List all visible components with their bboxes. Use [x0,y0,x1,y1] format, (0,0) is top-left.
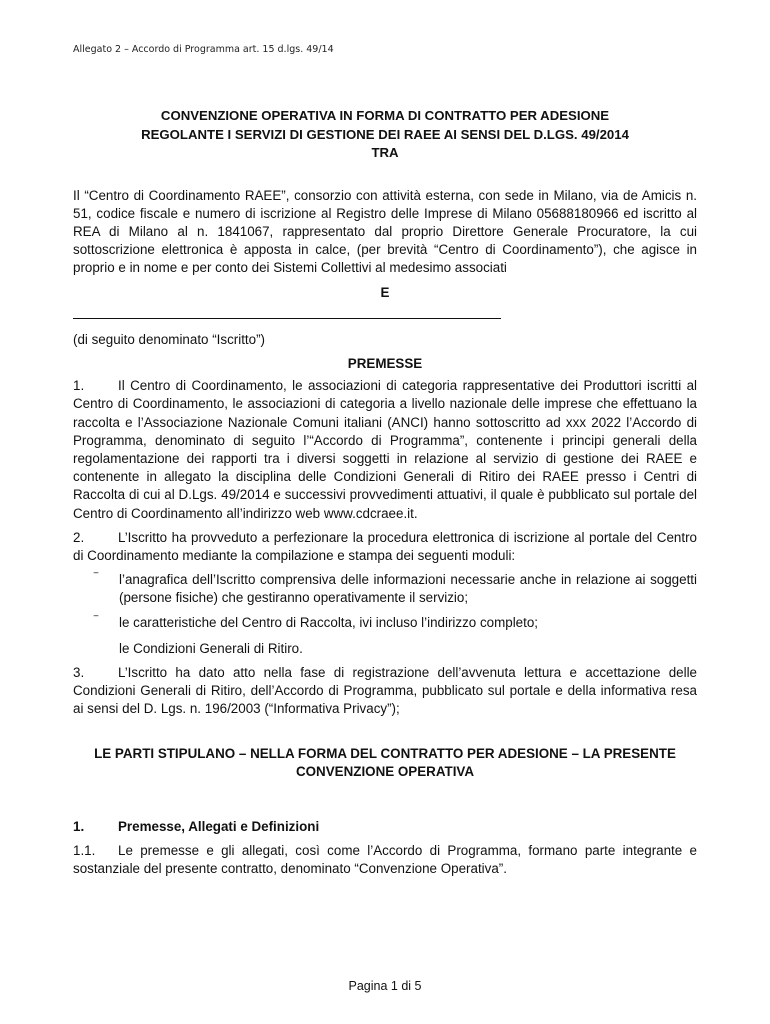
premessa-1 [73,377,697,523]
title-line-3: TRA [371,145,399,160]
clause-number: 1.1. [73,842,96,858]
title-line-1: CONVENZIONE OPERATIVA IN FORMA DI CONTRATTO PER ADESIONE [160,108,610,123]
section-number: 1. [73,818,85,834]
bullet-marker-icon: ‾ [94,571,98,586]
modulo-text: le Condizioni Generali di Ritiro. [119,640,303,656]
premessa-3 [73,664,697,719]
title-line-2: REGOLANTE I SERVIZI DI GESTIONE DEI RAEE AI SENSI DEL D.LGS. 49/2014 [141,126,629,142]
modulo-item [73,614,697,632]
page-header: Allegato 2 – Accordo di Programma art. 15 d.lgs. 49/14 [73,44,334,55]
premessa-text: Il Centro di Coordinamento, le associazioni di categoria rappresentative dei Produttori iscritti al Centro di Coordinamento, le associazioni di categoria a livello nazionale delle imprese che effettuano la raccolta e l’Associazione Nazionale Comuni italiani (ANCI) hanno sottoscritto ad xxx 2022 l’Accordo di Programma, denominato di seguito l’“Accordo di Programma”, contenente i principi generali della regolamentazione dei rapporti tra i diversi soggetti in relazione al servizio di gestione dei RAEE e contenente in allegato la disciplina delle Condizioni Generali di Ritiro dei RAEE presso i Centri di Raccolta di cui al D.Lgs. 49/2014 e successivi provvedimenti attuativi, il quale è pubblicato sul portale del Centro di Coordinamento all’indirizzo web www.cdcraee.it. [73,378,697,521]
signature-line [73,304,501,319]
section-1-heading [73,818,697,836]
and-label: E [380,284,390,300]
clause-1-1 [73,842,697,878]
modulo-item [73,640,697,658]
premesse-title: PREMESSE [347,355,423,371]
clause-text: Le premesse e gli allegati, così come l’Accordo di Programma, formano parte integrante e sostanziale del presente contratto, denominato “Convenzione Operativa”. [73,842,697,876]
iscritto-label: (di seguito denominato “Iscritto”) [73,331,266,347]
modulo-text: l’anagrafica dell’Iscritto comprensiva delle informazioni necessarie anche in relazione ai soggetti (persone fisiche) che gestiranno operativamente il servizio; [119,572,697,606]
parti-line-2: CONVENZIONE OPERATIVA [295,764,475,780]
premessa-text: L’Iscritto ha dato atto nella fase di registrazione dell’avvenuta lettura e accettazione delle Condizioni Generali di Ritiro, dell’Accordo di Programma, pubblicato sul portale e della informativa resa ai sensi del D. Lgs. n. 196/2003 (“Informativa Privacy”); [73,664,697,717]
parti-stipulano-heading [73,745,697,782]
document-title [73,107,697,163]
page-number: Pagina 1 di 5 [348,979,422,993]
premessa-number: 2. [73,529,85,545]
premessa-text: L’Iscritto ha provveduto a perfezionare la procedura elettronica di iscrizione al portale del Centro di Coordinamento mediante la compilazione e stampa dei seguenti moduli: [73,529,697,563]
parti-line-1: LE PARTI STIPULANO – NELLA FORMA DEL CONTRATTO PER ADESIONE – LA PRESENTE [94,745,676,761]
modulo-text: le caratteristiche del Centro di Raccolta, ivi incluso l’indirizzo completo; [119,614,539,630]
document-body [73,107,697,878]
intro-paragraph: Il “Centro di Coordinamento RAEE”, consorzio con attività esterna, con sede in Milano, via de Amicis n. 51, codice fiscale e numero di iscrizione al Registro delle Imprese di Milano 05688180966 ed iscritto al REA di Milano al n. 1841067, rappresentato dal proprio Direttore Generale Procuratore, la cui sottoscrizione elettronica è apposta in calce, (per brevità “Centro di Coordinamento”), che agisce in proprio e in nome e per conto dei Sistemi Collettivi al medesimo associati [73,187,697,276]
bullet-marker-icon: ‾ [94,613,98,628]
premessa-2 [73,529,697,565]
premessa-number: 1. [73,378,85,394]
premessa-number: 3. [73,664,85,680]
modulo-item [73,571,697,607]
section-title: Premesse, Allegati e Definizioni [118,818,320,834]
